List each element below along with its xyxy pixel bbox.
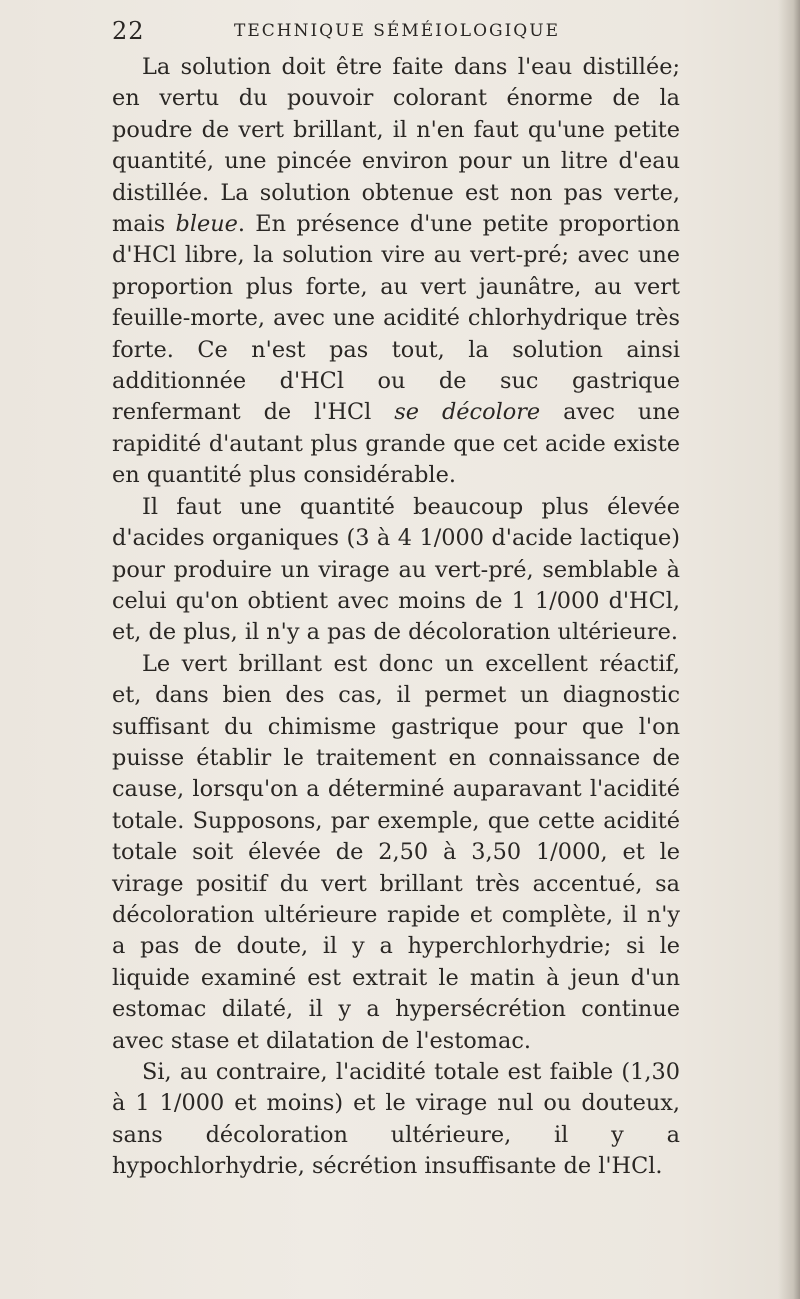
paragraph-text: avec une rapidité d'autant plus grande que cet acide existe en quantité plus considérable. <box>112 399 680 489</box>
emphasis-bleue: bleue <box>175 211 238 238</box>
paragraph-3 <box>112 649 680 1057</box>
paragraph-text: . En présence d'une petite proportion d'HCl libre, la solution vire au vert-pré; avec une proportion plus forte, au vert jaunâtre, au vert feuille-morte, avec une acidité chlorhydrique très forte. Ce n'est pas tout, la solution ainsi additionnée d'HCl ou de suc gastrique renfermant de l'HCl <box>112 211 680 426</box>
paragraph-text: Si, au contraire, l'acidité totale est faible (1,30 à 1 1/000 et moins) et le virage nul ou douteux, sans décoloration ultérieure, il y a hypochlorhydrie, sécrétion insuffisante de l'HCl. <box>112 1059 680 1180</box>
emphasis-se-decolore: se décolore <box>394 399 541 426</box>
body-text <box>112 52 680 1183</box>
paragraph-text: Le vert brillant est donc un excellent réactif, et, dans bien des cas, il permet un diagnostic suffisant du chimisme gastrique pour que l'on puisse établir le traitement en connaissance de cause, lorsqu'on a déterminé auparavant l'acidité totale. Supposons, par exemple, que cette acidité totale soit élevée de 2,50 à 3,50 1/000, et le virage positif du vert brillant très accentué, sa décoloration ultérieure rapide et complète, il n'y a pas de doute, il y a hyperchlorhydrie; si le liquide examiné est extrait le matin à jeun d'un estomac dilaté, il y a hypersécrétion continue avec stase et dilatation de l'estomac. <box>112 650 680 1054</box>
running-head: TECHNIQUE SÉMÉIOLOGIQUE <box>234 21 560 41</box>
paragraph-4 <box>112 1057 680 1183</box>
paragraph-2 <box>112 492 680 649</box>
paragraph-1 <box>112 52 680 492</box>
paragraph-text: Il faut une quantité beaucoup plus élevée d'acides organiques (3 à 4 1/000 d'acide lactique) pour produire un virage au vert-pré, semblable à celui qu'on obtient avec moins de 1 1/000 d'HCl, et, de plus, il n'y a pas de décoloration ultérieure. <box>112 493 680 646</box>
page-edge-shadow <box>778 0 800 1299</box>
page-number: 22 <box>112 17 145 45</box>
page-header <box>112 14 672 48</box>
paragraph-text: La solution doit être faite dans l'eau distillée; en vertu du pouvoir colorant énorme de la poudre de vert brillant, il n'en faut qu'une petite quantité, une pincée environ pour un litre d'eau distillée. La solution obtenue est non pas verte, mais <box>112 54 680 238</box>
